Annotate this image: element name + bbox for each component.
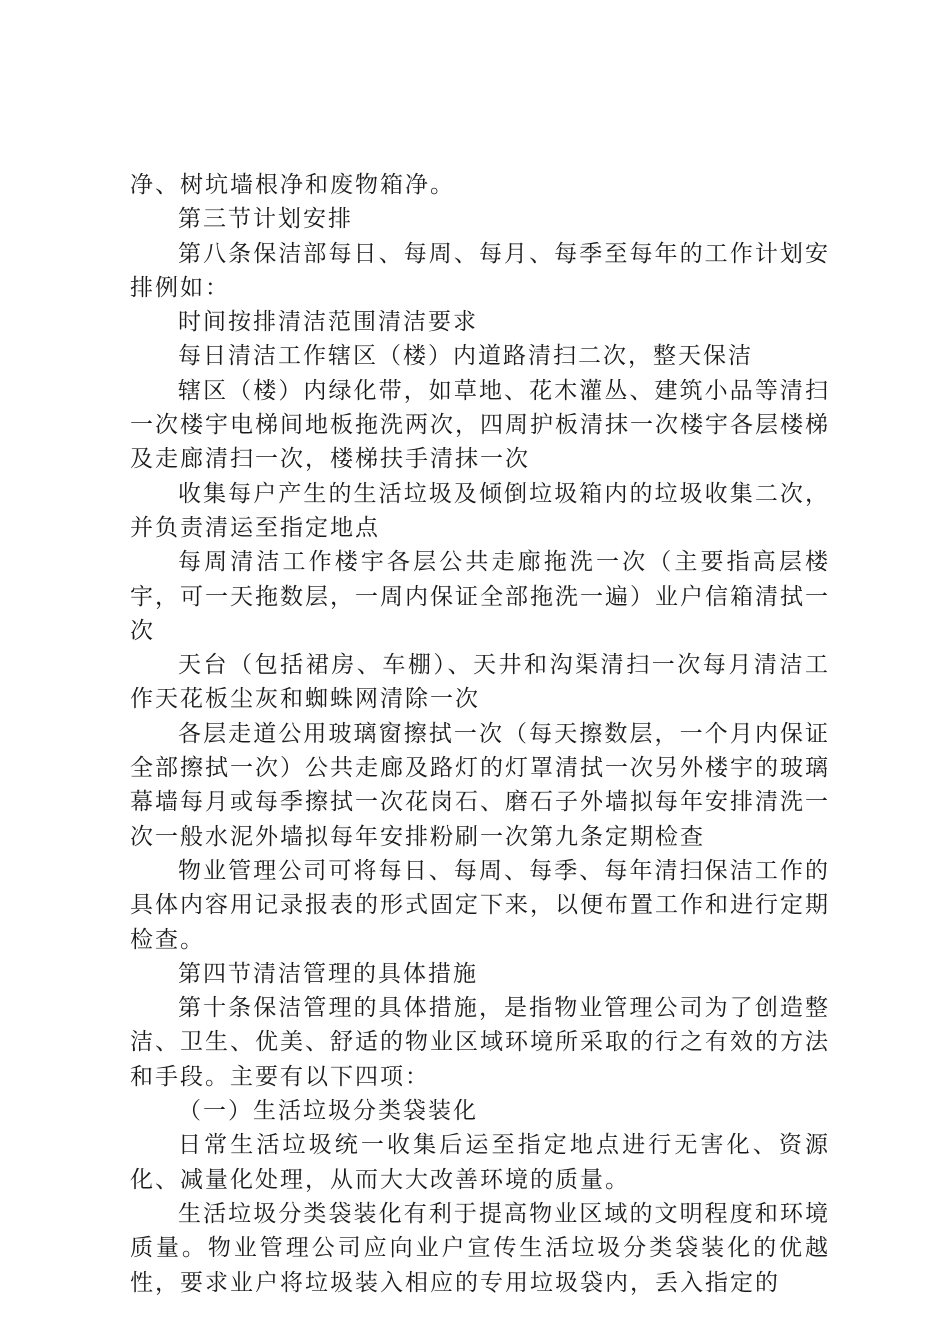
paragraph: 生活垃圾分类袋装化有利于提高物业区域的文明程度和环境质量。物业管理公司应向业户宣传生活垃圾分类袋装化的优越性，要求业户将垃圾装入相应的专用垃圾袋内，丢入指定的 [130,1200,830,1296]
paragraph: 第八条保洁部每日、每周、每月、每季至每年的工作计划安排例如： [130,240,830,301]
paragraph: 时间按排清洁范围清洁要求 [178,309,478,336]
document-body [130,168,830,1300]
section-heading: 第四节清洁管理的具体措施 [178,960,478,987]
paragraph: 净、树坑墙根净和废物箱净。 [130,172,455,198]
paragraph: 物业管理公司可将每日、每周、每季、每年清扫保洁工作的具体内容用记录报表的形式固定下来，以便布置工作和进行定期检查。 [130,857,830,953]
subsection-heading: （一）生活垃圾分类袋装化 [178,1098,478,1125]
paragraph: 每周清洁工作楼宇各层公共走廊拖洗一次（主要指高层楼宇，可一天拖数层，一周内保证全部拖洗一遍）业户信箱清拭一次 [130,549,830,644]
paragraph: 第十条保洁管理的具体措施，是指物业管理公司为了创造整洁、卫生、优美、舒适的物业区域环境所采取的行之有效的方法和手段。主要有以下四项： [130,995,830,1090]
section-heading: 第三节计划安排 [178,206,353,233]
paragraph: 日常生活垃圾统一收集后运至指定地点进行无害化、资源化、减量化处理，从而大大改善环境的质量。 [130,1132,830,1193]
paragraph: 天台（包括裙房、车棚）、天井和沟渠清扫一次每月清洁工作天花板尘灰和蜘蛛网清除一次 [130,652,830,713]
paragraph: 收集每户产生的生活垃圾及倾倒垃圾箱内的垃圾收集二次，并负责清运至指定地点 [130,480,830,541]
paragraph: 辖区（楼）内绿化带，如草地、花木灌丛、建筑小品等清扫一次楼宇电梯间地板拖洗两次，四周护板清抹一次楼宇各层楼梯及走廊清扫一次，楼梯扶手清抹一次 [130,377,830,473]
paragraph: 各层走道公用玻璃窗擦拭一次（每天擦数层，一个月内保证全部擦拭一次）公共走廊及路灯的灯罩清拭一次另外楼宇的玻璃幕墙每月或每季擦拭一次花岗石、磨石子外墙拟每年安排清洗一次一般水泥外墙拟每年安排粉刷一次第九条定期检查 [130,720,830,850]
paragraph: 每日清洁工作辖区（楼）内道路清扫二次，整天保洁 [178,343,753,370]
